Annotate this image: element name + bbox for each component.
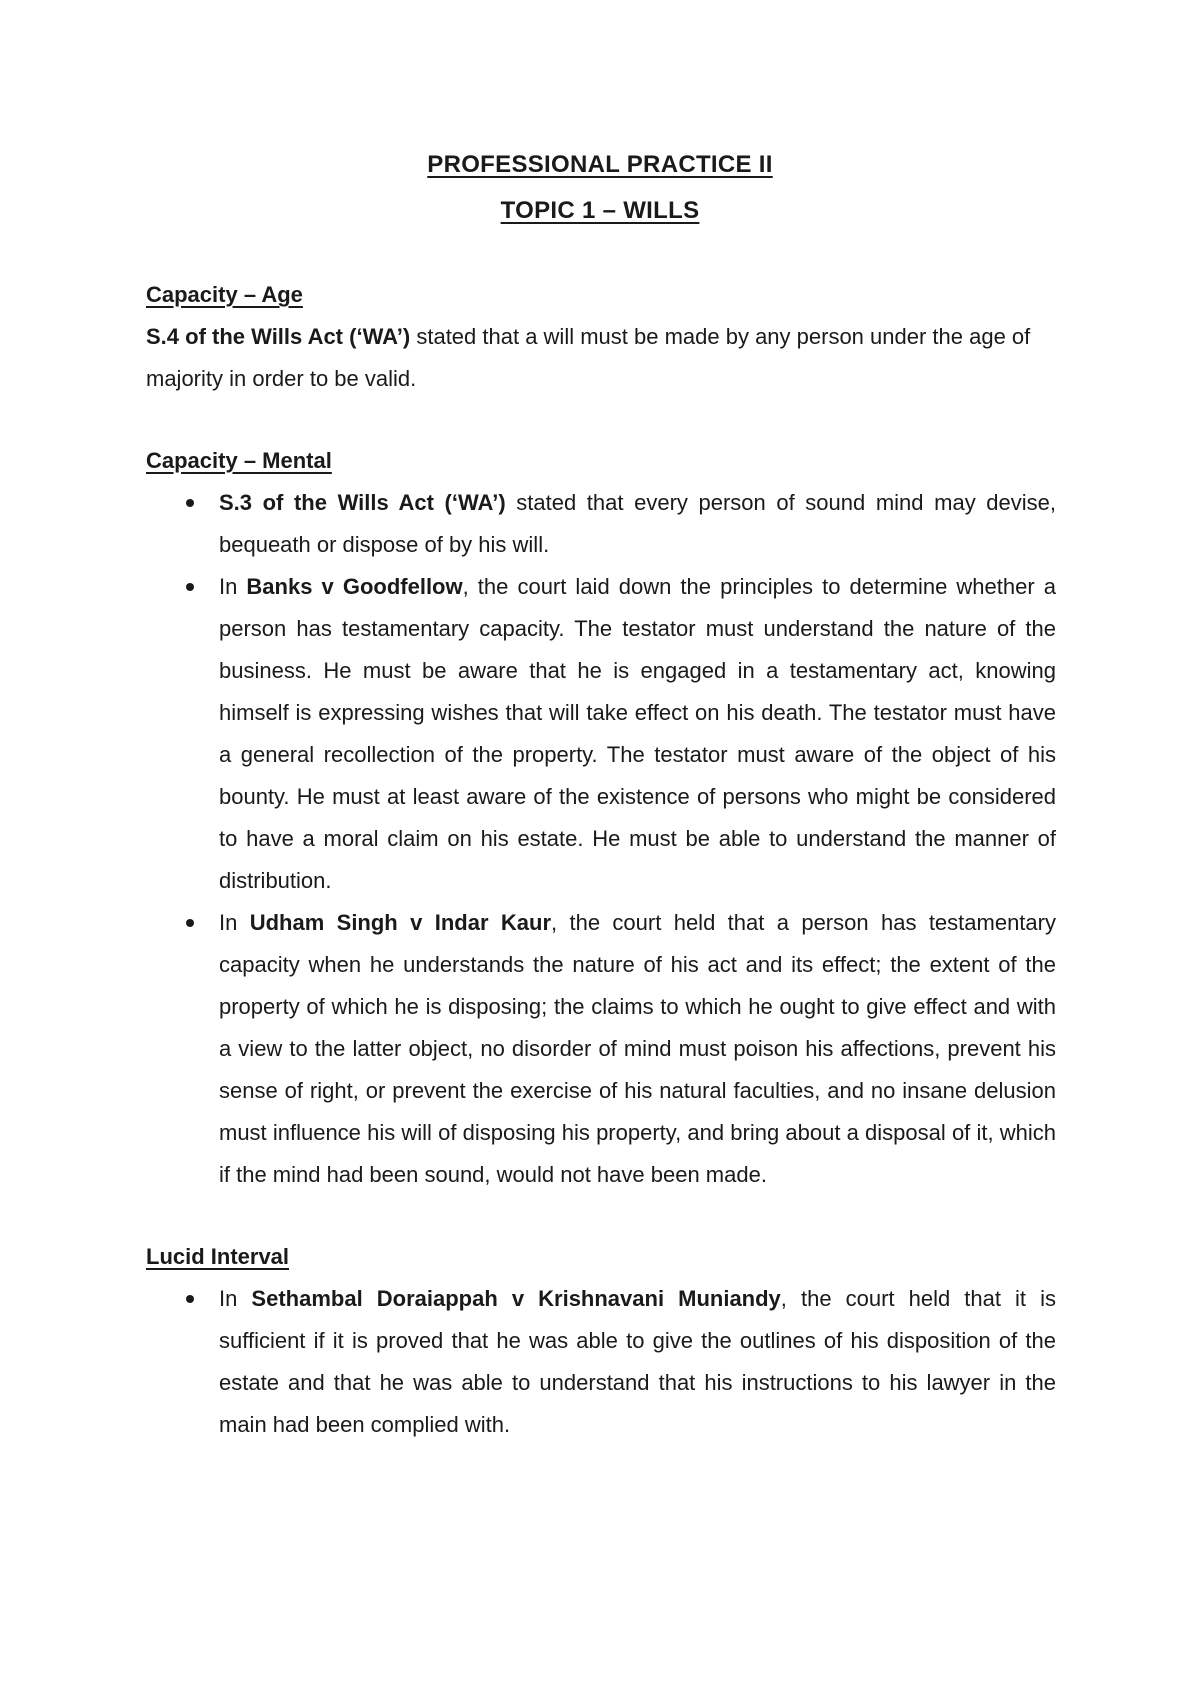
heading-lucid-interval: Lucid Interval	[146, 1244, 290, 1269]
heading-capacity-mental: Capacity – Mental	[146, 448, 332, 473]
paragraph-text: stated that a will must be made by any person under the age of majority in order to be valid.	[146, 324, 1031, 391]
list-item	[146, 482, 1056, 566]
list-item-prefix: In	[219, 1286, 252, 1311]
case-name: Banks v Goodfellow	[246, 574, 463, 599]
list-item-text: , the court held that a person has testamentary capacity when he understands the nature of his act and its effect; the extent of the property of which he is disposing; the claims to which he ought to give effect and with a view to the latter object, no disorder of mind must poison his affections, prevent his sense of right, or prevent the exercise of his natural faculties, and no insane delusion must influence his will of disposing his property, and bring about a disposal of it, which if the mind had been sound, would not have been made.	[219, 910, 1056, 1187]
statute-reference: S.4 of the Wills Act (‘WA’)	[146, 324, 411, 349]
list-item-text: stated that every person of sound mind may devise, bequeath or dispose of by his will.	[219, 490, 1056, 557]
statute-reference: S.3 of the Wills Act (‘WA’)	[219, 490, 506, 515]
list-item	[146, 566, 1056, 902]
bullet-list-mental	[146, 482, 1056, 1196]
list-item-prefix: In	[219, 910, 250, 935]
list-item-text: , the court laid down the principles to determine whether a person has testamentary capacity. The testator must understand the nature of the business. He must be aware that he is engaged in a testamentary act, knowing himself is expressing wishes that will take effect on his death. The testator must have a general recollection of the property. The testator must aware of the object of his bounty. He must at least aware of the existence of persons who might be considered to have a moral claim on his estate. He must be able to understand the manner of distribution.	[219, 574, 1056, 893]
list-item	[146, 1278, 1056, 1446]
heading-capacity-age: Capacity – Age	[146, 282, 303, 307]
paragraph-capacity-age	[146, 316, 1056, 400]
bullet-icon	[186, 499, 194, 507]
bullet-icon	[186, 1295, 194, 1303]
document-body	[146, 274, 1056, 1486]
case-name: Sethambal Doraiappah v Krishnavani Muniandy	[251, 1286, 781, 1311]
section-capacity-age	[146, 274, 1056, 400]
section-capacity-mental	[146, 440, 1056, 1196]
document-title	[0, 142, 1200, 234]
case-name: Udham Singh v Indar Kaur	[249, 910, 551, 935]
list-item-prefix: In	[219, 574, 247, 599]
list-item-text: , the court held that it is sufficient if it is proved that he was able to give the outlines of his disposition of the estate and that he was able to understand that his instructions to his lawyer in the main had been complied with.	[219, 1286, 1056, 1437]
bullet-icon	[186, 583, 194, 591]
title-topic: TOPIC 1 – WILLS	[500, 197, 700, 224]
list-item	[146, 902, 1056, 1196]
section-lucid-interval	[146, 1236, 1056, 1446]
bullet-list-lucid	[146, 1278, 1056, 1446]
bullet-icon	[186, 919, 194, 927]
title-course: PROFESSIONAL PRACTICE II	[427, 151, 773, 178]
